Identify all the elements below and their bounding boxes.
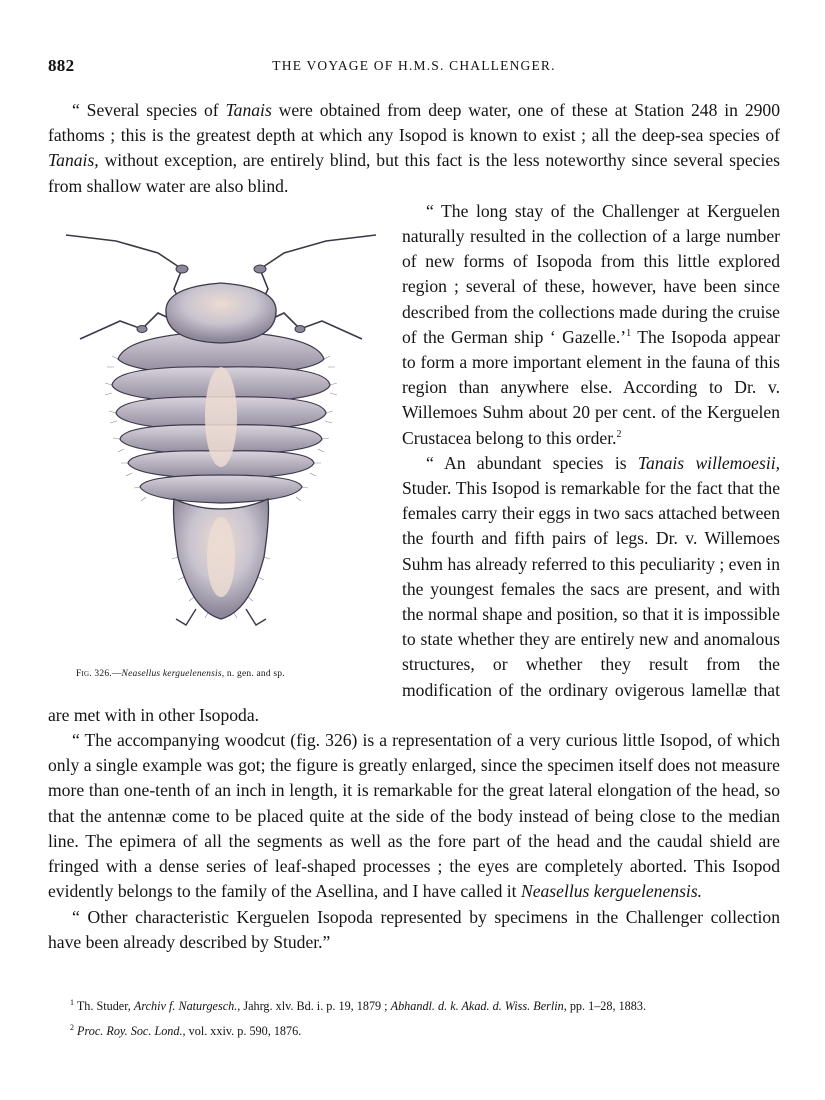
body-text: [48, 98, 780, 955]
paragraph-2: “ The long stay of the Challenger at Kerguelen naturally resulted in the collection of a large number of new forms of Isopoda from this little explored region ; several of these, however, have been since described from the collections made during the cruise of the German ship ‘ Gazelle.’$^1$ The Isopoda appear to form a more important element in the fauna of this region than anywhere else. According to Dr. v. Willemoes Suhm about 20 per cent. of the Kerguelen Crustacea belong to this order.$^2$: [402, 200, 781, 448]
figure-326: [48, 199, 390, 683]
footnote-2: $^2$ Proc. Roy. Soc. Lond., vol. xxiv. p. 590, 1876.: [70, 1023, 302, 1039]
isopod-woodcut-icon: [62, 217, 380, 657]
page-number: 882: [48, 56, 75, 75]
footnote-1: $^1$ Th. Studer, Archiv f. Naturgesch., Jahrg. xlv. Bd. i. p. 19, 1879 ; Abhandl. d. k. Akad. d. Wiss. Berlin, pp. 1–28, 1883.: [70, 998, 646, 1014]
paragraph-4: “ The accompanying woodcut (fig. 326) is a representation of a very curious little Isopod, of which only a single example was got; the figure is greatly enlarged, since the specimen itself does not measure more than one-tenth of an inch in length, it is remarkable for the great lateral elongation of the head, so that the antennæ come to be placed quite at the side of the body instead of being close to the median line. The epimera of all the segments as well as the fore part of the head and the caudal shield are fringed with a dense series of leaf-shaped processes ; the eyes are completely aborted. This Isopod evidently belongs to the family of the Asellina, and I have called it Neasellus kerguelenensis.: [48, 730, 780, 902]
figure-suffix: n. gen. and sp.: [224, 668, 285, 679]
page-header: [48, 56, 780, 80]
footnotes: [48, 992, 780, 1042]
paragraph-1: “ Several species of Tanais were obtained from deep water, one of these at Station 248 in 2900 fathoms ; this is the greatest depth at which any Isopod is known to exist ; all the deep-sea species of Tanais, without exception, are entirely blind, but this fact is the less noteworthy since several species from shallow water are also blind.: [48, 100, 781, 196]
figure-label: Fig. 326.—: [76, 668, 122, 679]
footnote-ref-1: 1: [626, 327, 632, 339]
running-head: THE VOYAGE OF H.M.S. CHALLENGER.: [272, 58, 556, 73]
paragraph-5: “ Other characteristic Kerguelen Isopoda represented by specimens in the Challenger collection have been already described by Studer.”: [48, 906, 780, 952]
paragraph-3: “ An abundant species is Tanais willemoesii, Studer. This Isopod is remarkable for the fact that the females carry their eggs in two sacs attached between the fourth and fifth pairs of legs. Dr. v. Willemoes Suhm has already referred to this peculiarity ; even in the youngest females the sacs are present, and with the normal shape and position, so that it is impossible to state whether they are entirely new and anomalous structures, or whether they result from the modification of the ordinary ovigerous lamellæ that are met with in other Isopoda.: [48, 452, 780, 725]
footnote-ref-2: 2: [616, 428, 622, 440]
figure-species: Neasellus kerguelenensis,: [121, 668, 225, 679]
figure-caption: [76, 662, 396, 687]
